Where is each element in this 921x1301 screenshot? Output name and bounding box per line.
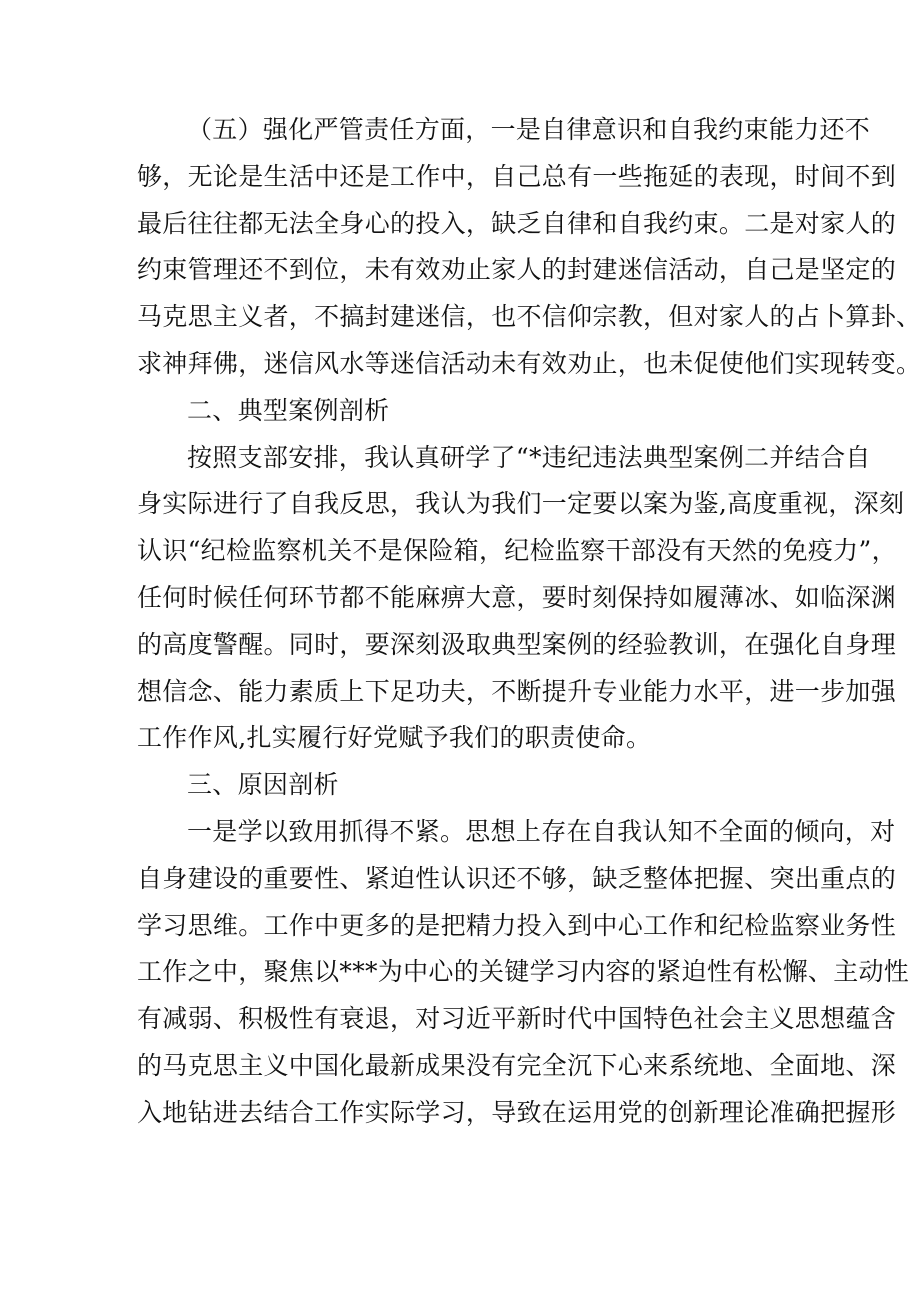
- document-body: [137, 107, 921, 1137]
- section-heading-cause-analysis: 三、原因剖析: [187, 770, 339, 800]
- text-line: 自身建设的重要性、紧迫性认识还不够，缺乏整体把握、突出重点的: [137, 863, 897, 893]
- text-line: 求神拜佛，迷信风水等迷信活动未有效劝止，也未促使他们实现转变。: [137, 348, 921, 378]
- text-line: 任何时候任何环节都不能麻痹大意，要时刻保持如履薄冰、如临深渊: [137, 582, 897, 612]
- text-line: 有减弱、积极性有衰退，对习近平新时代中国特色社会主义思想蕴含: [137, 1004, 897, 1034]
- text-line: 一是学以致用抓得不紧。思想上存在自我认知不全面的倾向，对: [187, 816, 896, 846]
- paragraph-cause-analysis: [137, 809, 910, 1137]
- text-line: 约束管理还不到位，未有效劝止家人的封建迷信活动，自己是坚定的: [137, 255, 897, 285]
- text-line: 按照支部安排，我认真研学了“*违纪违法典型案例二并结合自: [187, 442, 871, 472]
- text-line: 工作之中，聚焦以***为中心的关键学习内容的紧迫性有松懈、主动性: [137, 957, 910, 987]
- text-line: 想信念、能力素质上下足功夫，不断提升专业能力水平，进一步加强: [137, 676, 897, 706]
- paragraph-case-study: [137, 435, 905, 763]
- text-line: 马克思主义者，不搞封建迷信，也不信仰宗教，但对家人的占卜算卦、: [137, 302, 921, 332]
- text-line: （五）强化严管责任方面，一是自律意识和自我约束能力还不: [187, 115, 871, 144]
- text-line: 工作作风,扎实履行好党赋予我们的职责使命。: [137, 723, 652, 753]
- text-line: 入地钻进去结合工作实际学习，导致在运用党的创新理论准确把握形: [137, 1097, 897, 1127]
- text-line: 的高度警醒。同时，要深刻汲取典型案例的经验教训，在强化自身理: [137, 629, 897, 659]
- text-line: 够，无论是生活中还是工作中，自己总有一些拖延的表现，时间不到: [137, 161, 897, 191]
- text-line: 最后往往都无法全身心的投入，缺乏自律和自我约束。二是对家人的: [137, 208, 897, 238]
- section-heading-typical-cases: 二、典型案例剖析: [187, 395, 390, 425]
- text-line: 认识“纪检监察机关不是保险箱，纪检监察干部没有天然的免疫力”，: [137, 536, 897, 566]
- paragraph-discipline-responsibility: [137, 107, 921, 388]
- text-line: 的马克思主义中国化最新成果没有完全沉下心来系统地、全面地、深: [137, 1050, 897, 1080]
- text-line: 学习思维。工作中更多的是把精力投入到中心工作和纪检监察业务性: [137, 910, 897, 940]
- text-line: 身实际进行了自我反思，我认为我们一定要以案为鉴,高度重视，深刻: [137, 489, 905, 519]
